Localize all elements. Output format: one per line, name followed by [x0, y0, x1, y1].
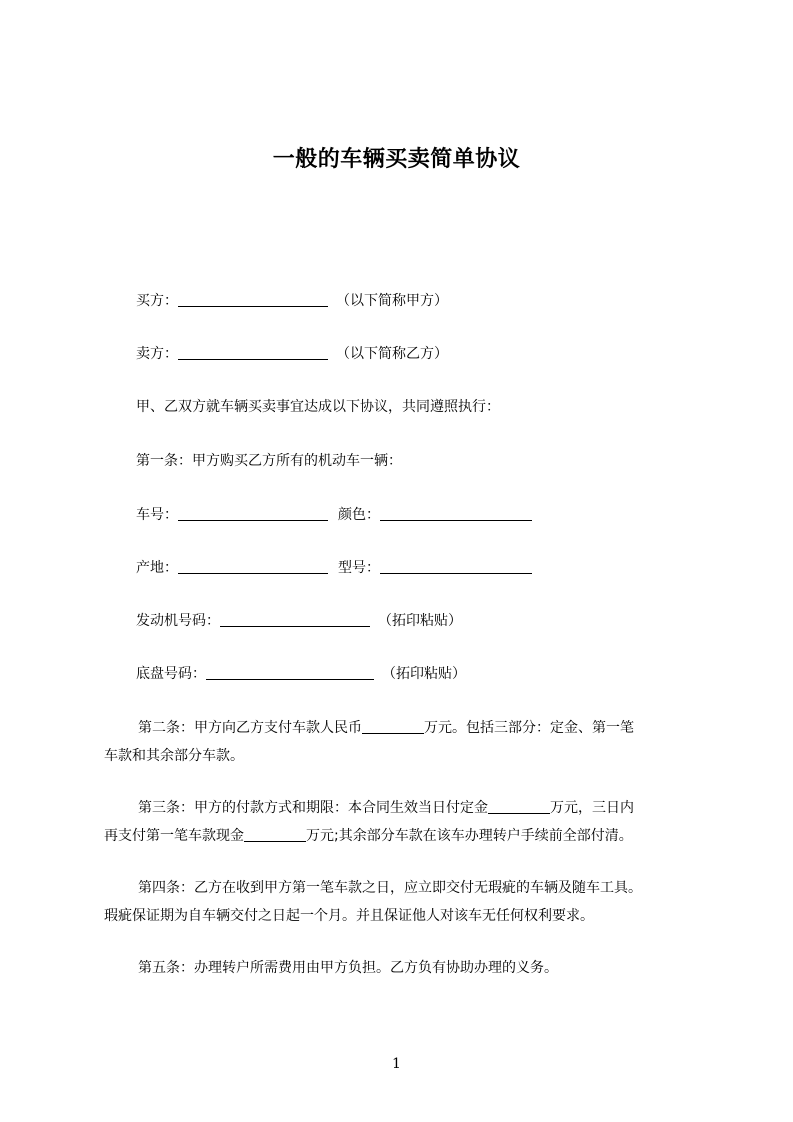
engine-number-line [136, 612, 462, 630]
article-1: 第一条：甲方购买乙方所有的机动车一辆： [136, 453, 402, 469]
buyer-line [136, 292, 448, 310]
article-2-text-b: 万元。包括三部分：定金、第一笔 [424, 720, 634, 736]
article-3-text-c: 再支付第一笔车款现金 [104, 828, 244, 844]
color-blank[interactable] [380, 506, 532, 521]
engine-number-note: （拓印粘贴） [378, 613, 462, 629]
article-3-line-1 [104, 794, 704, 822]
article-4-line-2: 瑕疵保证期为自车辆交付之日起一个月。并且保证他人对该车无任何权利要求。 [104, 908, 594, 924]
seller-line [136, 345, 448, 363]
seller-note: （以下简称乙方） [336, 346, 448, 362]
seller-label: 卖方： [136, 346, 178, 362]
car-number-color-line [136, 506, 532, 524]
buyer-note: （以下简称甲方） [336, 293, 448, 309]
article-3-text-b: 万元，三日内 [550, 800, 634, 816]
article-2-line-2: 车款和其余部分车款。 [104, 748, 244, 764]
article-3-text-d: 万元;其余部分车款在该车办理转户手续前全部付清。 [306, 828, 633, 844]
color-label: 颜色： [338, 507, 380, 523]
seller-blank[interactable] [178, 345, 328, 360]
origin-label: 产地： [136, 560, 178, 576]
article-3-line-2 [104, 822, 704, 850]
engine-number-blank[interactable] [220, 612, 370, 627]
chassis-number-line [136, 665, 466, 683]
model-label: 型号： [338, 560, 380, 576]
car-number-blank[interactable] [178, 506, 328, 521]
buyer-blank[interactable] [178, 292, 328, 307]
intro-line: 甲、乙双方就车辆买卖事宜达成以下协议，共同遵照执行： [136, 399, 500, 415]
chassis-number-blank[interactable] [206, 665, 374, 680]
chassis-number-note: （拓印粘贴） [382, 666, 466, 682]
article-5-line-1: 第五条：办理转户所需费用由甲方负担。乙方负有协助办理的义务。 [138, 960, 558, 976]
document-title: 一般的车辆买卖简单协议 [272, 147, 521, 172]
origin-model-line [136, 559, 532, 577]
article-4-line-1: 第四条：乙方在收到甲方第一笔车款之日，应立即交付无瑕疵的车辆及随车工具。 [138, 880, 642, 896]
article-3-deposit-blank[interactable] [488, 799, 550, 814]
buyer-label: 买方： [136, 293, 178, 309]
article-2 [104, 714, 704, 770]
page-number: 1 [392, 1056, 401, 1072]
car-number-label: 车号： [136, 507, 178, 523]
article-3 [104, 794, 704, 850]
chassis-number-label: 底盘号码： [136, 666, 206, 682]
model-blank[interactable] [380, 559, 532, 574]
article-2-amount-blank[interactable] [362, 719, 424, 734]
article-3-text-a: 第三条：甲方的付款方式和期限：本合同生效当日付定金 [138, 800, 488, 816]
article-4 [104, 874, 704, 930]
article-5 [104, 954, 704, 982]
article-2-line-1 [104, 714, 704, 742]
article-2-text-a: 第二条：甲方向乙方支付车款人民币 [138, 720, 362, 736]
engine-number-label: 发动机号码： [136, 613, 220, 629]
article-3-payment-blank[interactable] [244, 827, 306, 842]
origin-blank[interactable] [178, 559, 328, 574]
